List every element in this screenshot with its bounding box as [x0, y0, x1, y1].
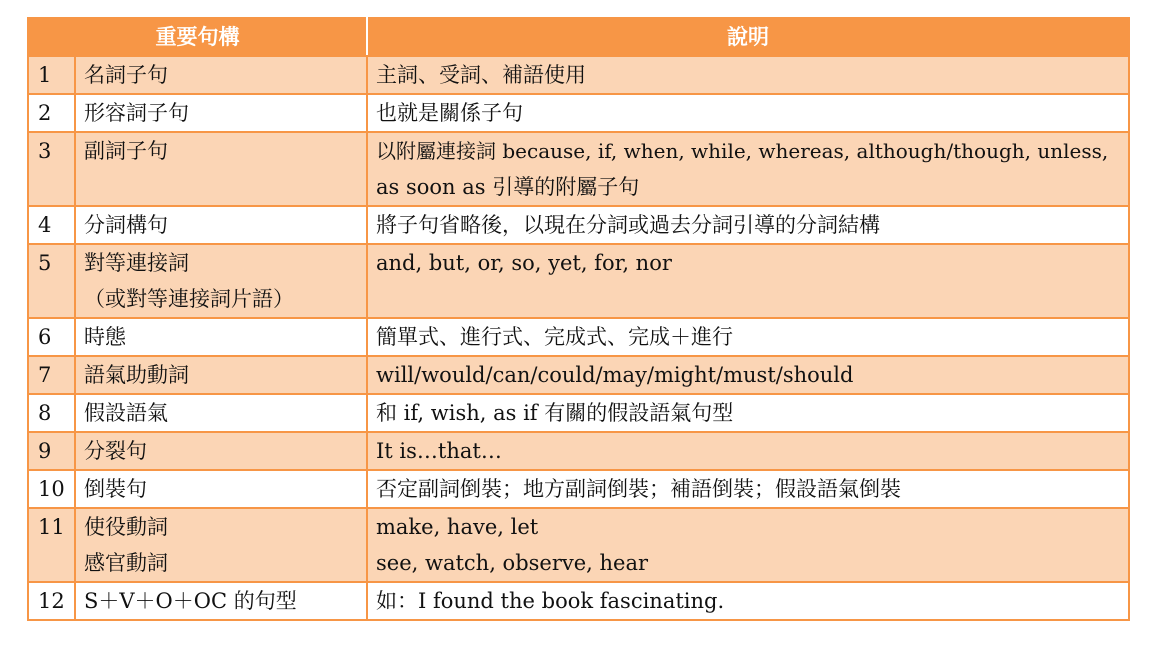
description-text: see, watch, observe, hear: [376, 551, 649, 575]
structure-cell: [75, 318, 367, 356]
row-number: 7: [28, 356, 75, 394]
description-cell: [367, 582, 1129, 620]
table-row: [28, 94, 1129, 132]
structure-text: 語氣助動詞: [84, 363, 189, 387]
row-number: 4: [28, 206, 75, 244]
structure-cell: [75, 244, 367, 318]
table-row: [28, 244, 1129, 318]
description-cell: [367, 132, 1129, 206]
table-row: [28, 356, 1129, 394]
description-cell: [367, 470, 1129, 508]
structure-text: 形容詞子句: [84, 101, 189, 125]
description-text: 簡單式、進行式、完成式、完成＋進行: [376, 325, 733, 349]
description-text: 主詞、受詞、補語使用: [376, 63, 586, 87]
structure-cell: [75, 356, 367, 394]
row-number: 12: [28, 582, 75, 620]
description-text: It is…that…: [376, 439, 502, 463]
structure-text: 假設語氣: [84, 401, 168, 425]
structure-text: 使役動詞: [84, 515, 168, 539]
structure-text: S＋V＋O＋OC 的句型: [84, 589, 297, 613]
description-cell: [367, 432, 1129, 470]
table-row: [28, 206, 1129, 244]
table-row: [28, 582, 1129, 620]
description-text: 否定副詞倒裝；地方副詞倒裝；補語倒裝；假設語氣倒裝: [376, 477, 901, 501]
description-text: 也就是關係子句: [376, 101, 523, 125]
structure-cell: [75, 206, 367, 244]
structure-cell: [75, 132, 367, 206]
table-row: [28, 508, 1129, 582]
structure-text: 對等連接詞: [84, 251, 189, 275]
structure-text: 時態: [84, 325, 126, 349]
description-cell: [367, 508, 1129, 582]
structure-text: 名詞子句: [84, 63, 168, 87]
description-cell: [367, 206, 1129, 244]
row-number: 9: [28, 432, 75, 470]
structure-cell: [75, 56, 367, 94]
row-number: 5: [28, 244, 75, 318]
structure-text: 分裂句: [84, 439, 147, 463]
table-row: [28, 470, 1129, 508]
structure-text: （或對等連接詞片語）: [84, 287, 294, 311]
description-cell: [367, 94, 1129, 132]
table-row: [28, 432, 1129, 470]
row-number: 6: [28, 318, 75, 356]
description-cell: [367, 394, 1129, 432]
description-text: make, have, let: [376, 515, 539, 539]
header-description: 說明: [367, 18, 1129, 56]
row-number: 2: [28, 94, 75, 132]
structure-cell: [75, 94, 367, 132]
description-text: 將子句省略後，以現在分詞或過去分詞引導的分詞結構: [376, 213, 880, 237]
table-row: [28, 394, 1129, 432]
table-row: [28, 132, 1129, 206]
header-structure: 重要句構: [28, 18, 367, 56]
structure-cell: [75, 582, 367, 620]
row-number: 1: [28, 56, 75, 94]
table-row: [28, 56, 1129, 94]
row-number: 3: [28, 132, 75, 206]
structure-cell: [75, 432, 367, 470]
structure-text: 分詞構句: [84, 213, 168, 237]
description-text: 和 if, wish, as if 有關的假設語氣句型: [376, 401, 734, 425]
structure-cell: [75, 508, 367, 582]
structure-cell: [75, 470, 367, 508]
row-number: 10: [28, 470, 75, 508]
description-cell: [367, 318, 1129, 356]
description-cell: [367, 56, 1129, 94]
sentence-structure-table: [27, 17, 1130, 621]
description-cell: [367, 244, 1129, 318]
table-header-row: [28, 18, 1129, 56]
description-text: 如：I found the book fascinating.: [376, 589, 725, 613]
description-cell: [367, 356, 1129, 394]
structure-text: 感官動詞: [84, 551, 168, 575]
table-row: [28, 318, 1129, 356]
description-text: and, but, or, so, yet, for, nor: [376, 251, 672, 275]
structure-cell: [75, 394, 367, 432]
table-body: [28, 56, 1129, 620]
description-text: will/would/can/could/may/might/must/should: [376, 363, 854, 387]
row-number: 11: [28, 508, 75, 582]
structure-text: 倒裝句: [84, 477, 147, 501]
structure-text: 副詞子句: [84, 139, 168, 163]
row-number: 8: [28, 394, 75, 432]
description-text: 以附屬連接詞 because, if, when, while, whereas, although/though, unless,: [376, 139, 1109, 163]
description-text: as soon as 引導的附屬子句: [376, 175, 640, 199]
